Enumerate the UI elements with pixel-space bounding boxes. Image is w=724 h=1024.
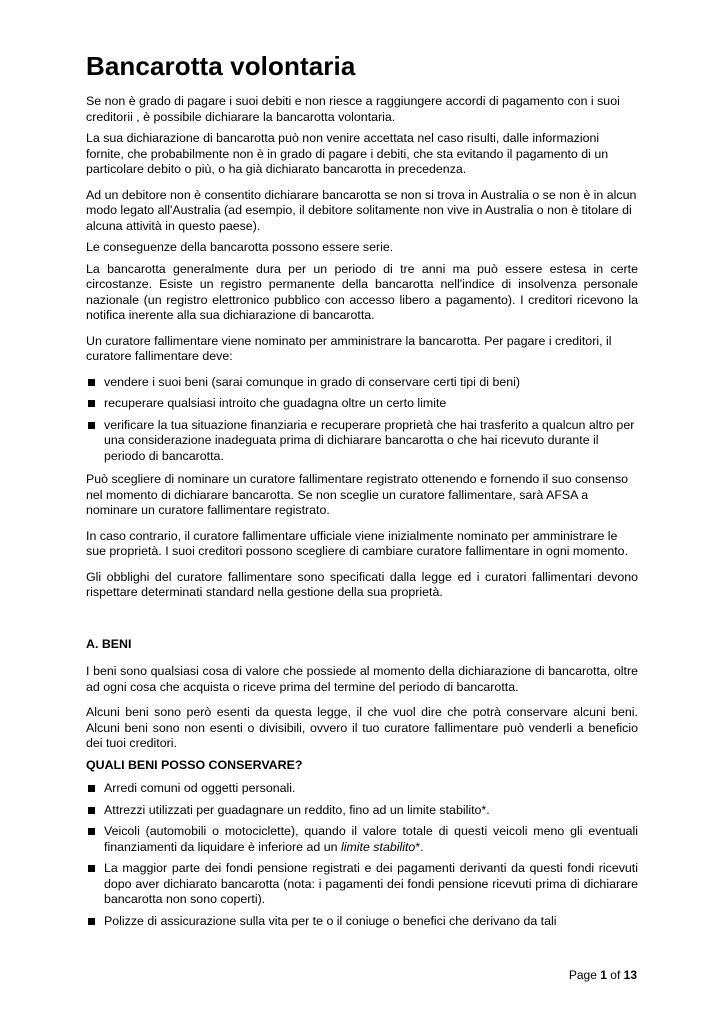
paragraph: I beni sono qualsiasi cosa di valore che possiede al momento della dichiarazione di bancarotta, oltre ad ogni cosa che acquista o riceve prima del termine del periodo di bancarotta. — [86, 664, 638, 694]
paragraph: Ad un debitore non è consentito dichiarare bancarotta se non si trova in Australia o se non è in alcun modo legato all'Australia (ad esempio, il debitore solitamente non vive in Australia o non è titolare di alcuna attività in questo paese). — [86, 187, 637, 233]
list-item: Polizze di assicurazione sulla vita per te o il coniuge o benefici che derivano da tali — [86, 914, 638, 930]
section-subheading: QUALI BENI POSSO CONSERVARE? — [86, 757, 303, 772]
list-item-emphasis: limite stabilito — [340, 839, 416, 854]
list-item: Attrezzi utilizzati per guadagnare un reddito, fino ad un limite stabilito*. — [86, 803, 638, 819]
page-number: 1 — [600, 968, 607, 982]
paragraph: Un curatore fallimentare viene nominato per amministrare la bancarotta. Per pagare i creditori, il curatore fallimentare deve: — [86, 333, 612, 363]
section-heading: A. BENI — [86, 636, 132, 651]
paragraph: La sua dichiarazione di bancarotta può non venire accettata nel caso risulti, dalle informazioni fornite, che probabilmente non è in grado di pagare i debiti, che sta evitando il pagamento di un particolare debito o più, o ha già dichiarato bancarotta in precedenza. — [86, 131, 609, 176]
list-item: vendere i suoi beni (sarai comunque in grado di conservare certi tipi di beni) — [86, 375, 638, 391]
list-item — [86, 824, 638, 855]
paragraph: Può scegliere di nominare un curatore fallimentare registrato ottenendo e fornendo il suo consenso nel momento di dichiarare bancarotta. Se non sceglie un curatore fallimentare, sarà AFSA a nominare un curatore fallimentare registrato. — [86, 472, 629, 517]
list-item-suffix: *. — [415, 839, 424, 854]
list-item: Arredi comuni od oggetti personali. — [86, 781, 638, 797]
paragraph: Se non è grado di pagare i suoi debiti e non riesce a raggiungere accordi di pagamento con i suoi creditorii , è possibile dichiarare la bancarotta volontaria. — [86, 94, 620, 124]
list-item: La maggior parte dei fondi pensione registrati e dei pagamenti derivanti da questi fondi ricevuti dopo aver dichiarato bancarotta (nota: i pagamenti dei fondi pensione ricevuti prima di dichiarare bancarotta non sono coperti). — [86, 861, 638, 908]
paragraph: Gli obblighi del curatore fallimentare sono specificati dalla legge ed i curatori fallimentari devono rispettare determinati standard nella gestione della sua proprietà. — [86, 569, 638, 599]
page-label: Page — [568, 968, 597, 982]
paragraph: Alcuni beni sono però esenti da questa legge, il che vuol dire che potrà conservare alcuni beni. Alcuni beni sono non esenti o divisibili, ovvero il tuo curatore fallimentare può venderli a beneficio dei tuoi creditori. — [86, 705, 638, 750]
paragraph: Le conseguenze della bancarotta possono essere serie. — [86, 240, 394, 254]
page-total: 13 — [623, 968, 637, 982]
list-item: verificare la tua situazione finanziaria e recuperare proprietà che hai trasferito a qualcun altro per una considerazione inadeguata prima di dichiarare bancarotta o che hai ricevuto durante il periodo di bancarotta. — [86, 418, 638, 465]
page-footer — [569, 968, 637, 982]
paragraph: La bancarotta generalmente dura per un periodo di tre anni ma può essere estesa in certe circostanze. Esiste un registro permanente della bancarotta nell'indice di insolvenza personale nazionale (un registro elettronico pubblico con accesso libero a pagamento). I creditori ricevono la notifica inerente alla sua dichiarazione di bancarotta. — [86, 261, 638, 322]
list-item-text: Veicoli (automobili o motociclette), quando il valore totale di questi veicoli meno gli eventuali finanziamenti da liquidare è inferiore ad un — [104, 824, 638, 854]
page-title: Bancarotta volontaria — [86, 51, 356, 81]
of-label: of — [610, 968, 621, 982]
curatore-duties-list — [86, 375, 638, 465]
list-item: recuperare qualsiasi introito che guadagna oltre un certo limite — [86, 396, 638, 412]
exempt-assets-list — [86, 781, 638, 929]
document-body — [86, 50, 638, 937]
paragraph: In caso contrario, il curatore fallimentare ufficiale viene inizialmente nominato per amministrare le sue proprietà. I suoi creditori possono scegliere di cambiare curatore fallimentare in ogni momento. — [86, 528, 629, 558]
